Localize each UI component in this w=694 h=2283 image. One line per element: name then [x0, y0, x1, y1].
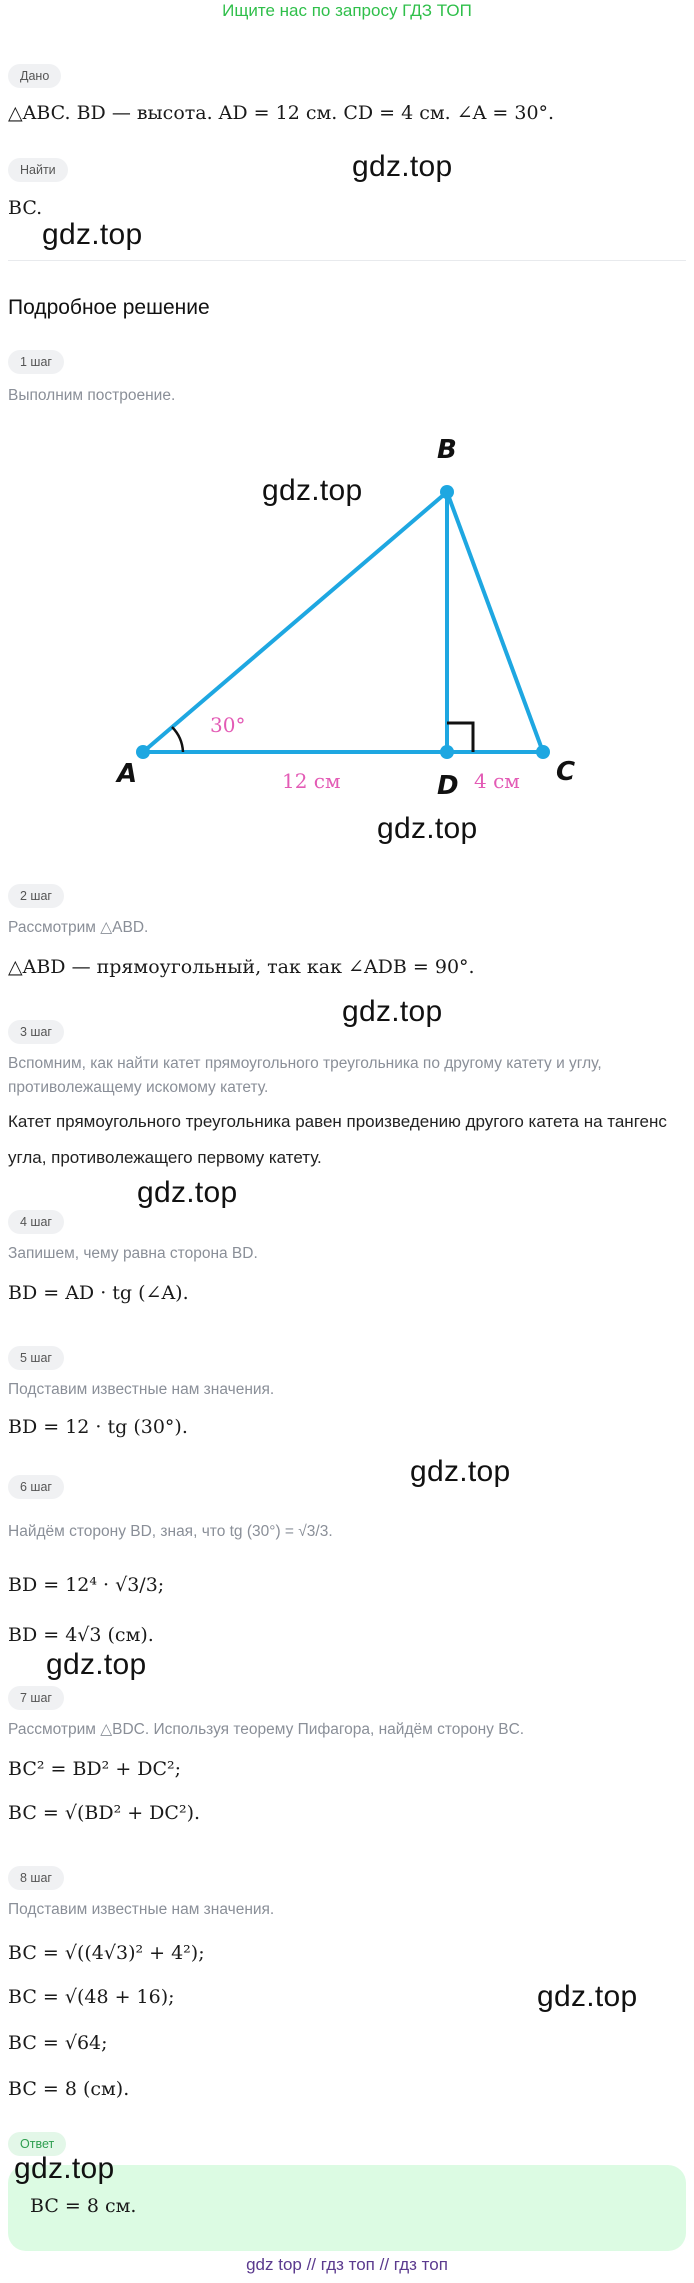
angle-arc — [172, 727, 183, 752]
footer-links[interactable]: gdz top // гдз топ // гдз топ — [246, 2255, 448, 2274]
watermark: gdz.top — [352, 150, 453, 183]
watermark: gdz.top — [537, 1980, 638, 2013]
step-badge: 3 шаг — [8, 1020, 64, 1044]
step-caption: Выполним построение. — [8, 387, 176, 404]
step-line: △ABD — прямоугольный, так как ∠ADB = 90°. — [8, 956, 475, 978]
step-line: BD = 4√3 (см). — [8, 1624, 154, 1646]
promo-banner[interactable]: Ищите нас по запросу ГДЗ ТОП — [222, 1, 472, 20]
step-line: BC = √64; — [8, 2032, 108, 2054]
step-caption: Подставим известные нам значения. — [8, 1381, 275, 1398]
step-badge: 5 шаг — [8, 1346, 64, 1370]
step-badge: 8 шаг — [8, 1866, 64, 1890]
watermark: gdz.top — [137, 1176, 238, 1209]
step-line: BC² = BD² + DC²; — [8, 1758, 182, 1780]
triangle-lines — [143, 492, 543, 752]
watermark: gdz.top — [262, 474, 363, 507]
side-bc — [447, 492, 543, 752]
step-caption: Запишем, чему равна сторона BD. — [8, 1245, 258, 1262]
step-badge: 2 шаг — [8, 884, 64, 908]
step-badge: 4 шаг — [8, 1210, 64, 1234]
step-line: BC = √(BD² + DC²). — [8, 1802, 201, 1824]
answer-badge: Ответ — [8, 2132, 66, 2156]
watermark: gdz.top — [410, 1455, 511, 1488]
vertex-c-dot — [536, 745, 550, 759]
find-text: BC. — [8, 197, 43, 219]
step-line: BD = AD · tg (∠A). — [8, 1282, 189, 1304]
side-ab — [143, 492, 447, 752]
step-line: BD = 12 · tg (30°). — [8, 1416, 188, 1438]
watermark: gdz.top — [42, 218, 143, 251]
step-badge: 1 шаг — [8, 350, 64, 374]
vertex-a-label: A — [117, 759, 138, 789]
step-line: BD = 12⁴ · √3/3; — [8, 1574, 165, 1596]
step-badge: 7 шаг — [8, 1686, 64, 1710]
divider — [8, 260, 686, 261]
vertex-b-dot — [440, 485, 454, 499]
step-line: BC = √((4√3)² + 4²); — [8, 1942, 205, 1964]
watermark: gdz.top — [14, 2152, 115, 2185]
step-caption: Рассмотрим △ABD. — [8, 919, 149, 936]
step-line: BC = √(48 + 16); — [8, 1986, 175, 2008]
answer-text: BC = 8 см. — [30, 2195, 137, 2217]
step-caption: Найдём сторону BD, зная, что tg (30°) = √3/3. — [8, 1523, 333, 1540]
vertex-b-label: B — [437, 435, 457, 465]
rule-text: Катет прямоугольного треугольника равен произведению другого катета на тангенс угла, противолежащего первому катету. — [8, 1112, 667, 1167]
given-badge: Дано — [8, 64, 61, 88]
vertex-d-label: D — [437, 771, 459, 801]
step-badge: 6 шаг — [8, 1475, 64, 1499]
find-badge: Найти — [8, 158, 68, 182]
watermark: gdz.top — [342, 995, 443, 1028]
segment-ad-label: 12 см — [282, 769, 341, 793]
vertex-d-dot — [440, 745, 454, 759]
watermark: gdz.top — [46, 1648, 147, 1681]
solution-title: Подробное решение — [8, 296, 210, 319]
step-caption: Подставим известные нам значения. — [8, 1901, 275, 1918]
segment-dc-label: 4 см — [474, 769, 520, 793]
step-line: BC = 8 (см). — [8, 2078, 130, 2100]
step-caption: Вспомним, как найти катет прямоугольного треугольника по другому катету и углу, противолежащему искомому катету. — [8, 1055, 602, 1096]
angle-label: 30° — [210, 713, 246, 737]
step-caption: Рассмотрим △BDC. Используя теорему Пифагора, найдём сторону BC. — [8, 1721, 525, 1738]
given-text: △ABC. BD — высота. AD = 12 см. CD = 4 см. ∠A = 30°. — [8, 102, 555, 124]
vertex-c-label: C — [556, 757, 576, 787]
watermark: gdz.top — [377, 812, 478, 845]
vertex-a-dot — [136, 745, 150, 759]
